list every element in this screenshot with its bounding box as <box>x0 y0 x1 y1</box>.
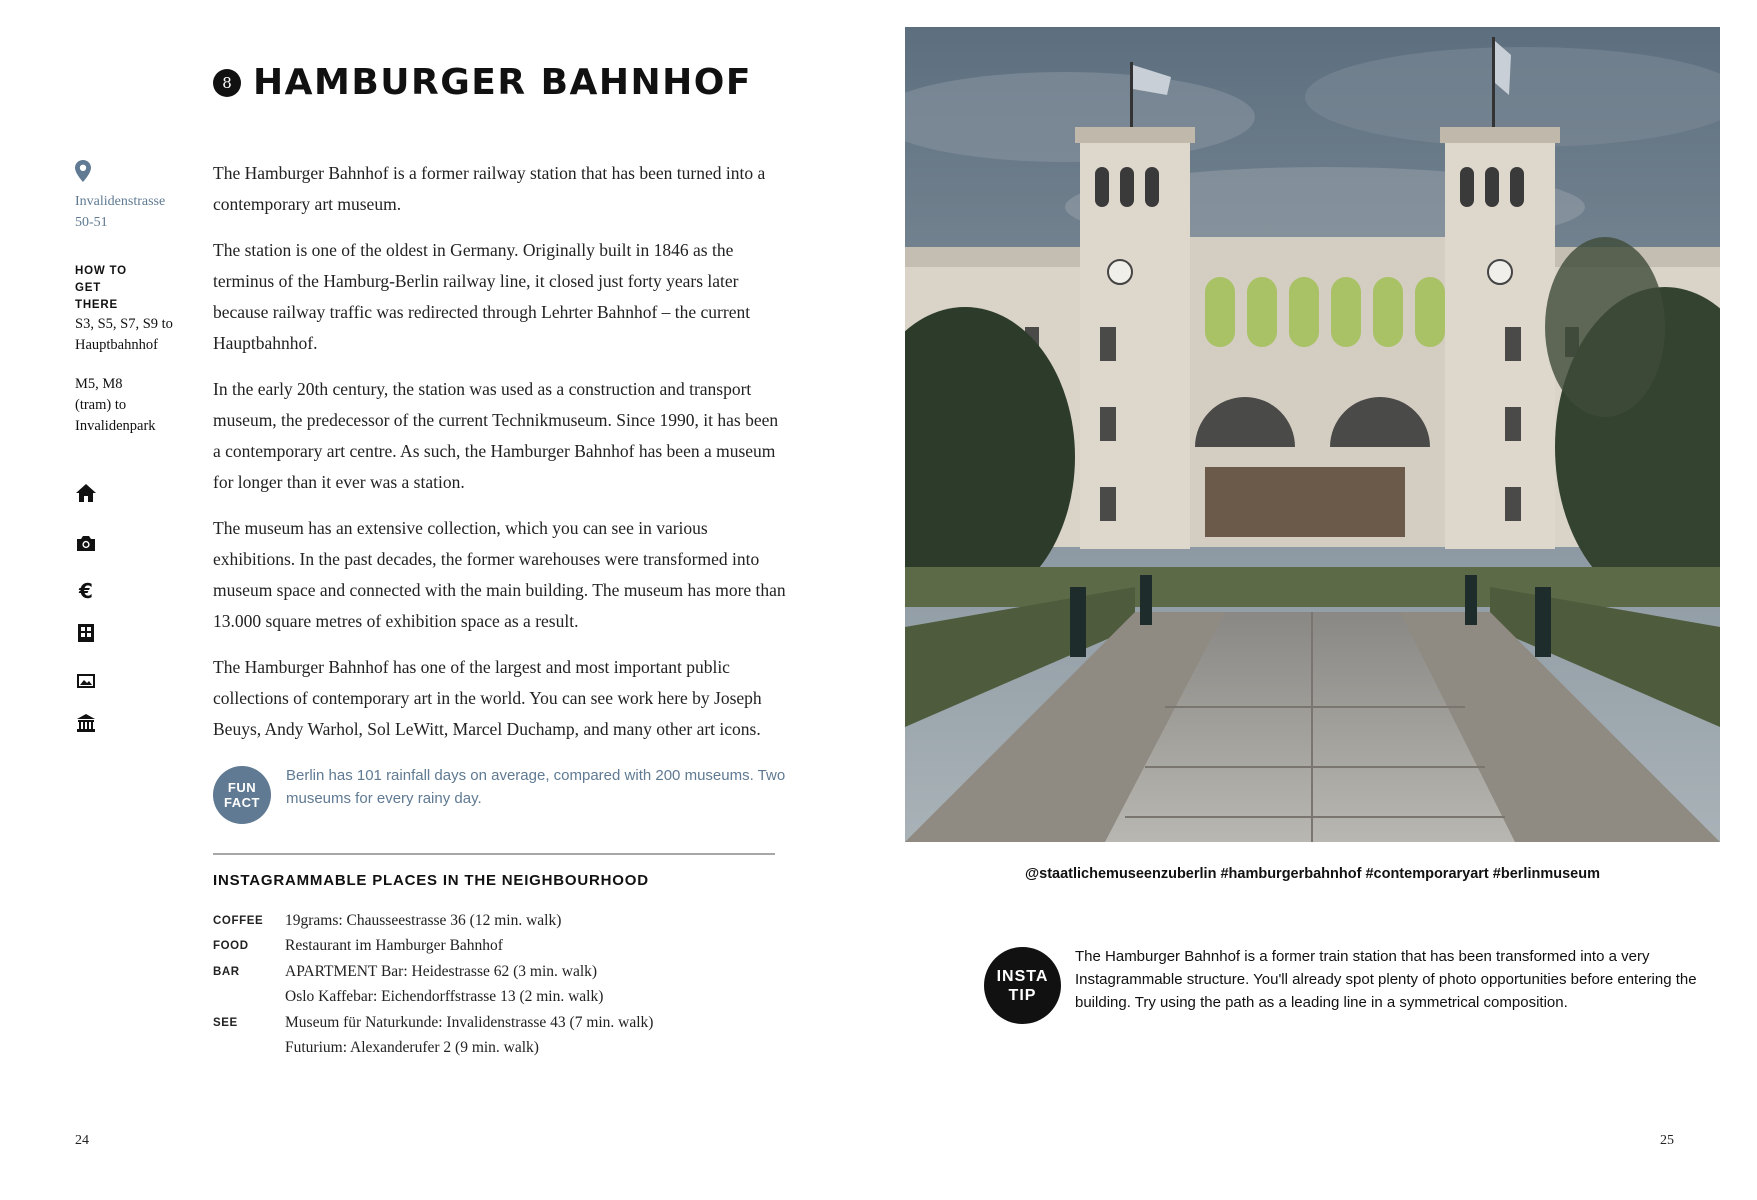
place-row <box>213 934 813 960</box>
paragraph: The station is one of the oldest in Germany. Originally built in 1846 as the terminus of the Hamburg-Berlin railway line, it closed just forty years later because railway traffic was redirected through Lehrter Bahnhof – the current Hauptbahnhof. <box>213 240 751 353</box>
location-title: HAMBURGER BAHNHOF <box>253 62 752 103</box>
badge-line: TIP <box>1008 986 1037 1004</box>
address-line: Invalidenstrasse <box>75 194 166 209</box>
place-text: Oslo Kaffebar: Eichendorffstrasse 13 (2 min. walk) <box>285 988 604 1006</box>
badge-line: INSTA <box>996 967 1049 985</box>
museum-photo <box>905 27 1720 842</box>
transport-group-train <box>75 314 195 356</box>
location-pin-icon <box>75 160 91 182</box>
transport-line: Hauptbahnhof <box>75 337 158 353</box>
insta-tip-text: The Hamburger Bahnhof is a former train station that has been transformed into a very Instagrammable structure. You'll already spot plenty of photo opportunities before entering the building. Try using the path as a leading line in a symmetrical composition. <box>1075 948 1697 1011</box>
article-body <box>213 158 788 760</box>
place-row <box>213 1036 813 1062</box>
place-row <box>213 959 813 985</box>
address-line: 50-51 <box>75 215 108 230</box>
paragraph: The Hamburger Bahnhof has one of the largest and most important public collections of contemporary art in the world. You can see work here by Joseph Beuys, Andy Warhol, Sol LeWitt, Marcel Duchamp, and many other art icons. <box>213 657 762 739</box>
fun-fact-badge <box>213 766 271 824</box>
place-category: COFFEE <box>213 914 264 927</box>
section-divider <box>213 853 775 855</box>
place-category: FOOD <box>213 940 249 953</box>
place-text: Restaurant im Hamburger Bahnhof <box>285 937 503 955</box>
transport-group-tram <box>75 374 195 437</box>
right-page <box>878 0 1757 1200</box>
paragraph: The museum has an extensive collection, which you can see in various exhibitions. In the past decades, the former warehouses were transformed into museum space and connected with the main building. The museum has more than 13.000 square metres of exhibition space as a result. <box>213 518 786 631</box>
page-title <box>213 62 752 103</box>
location-number-badge: 8 <box>213 69 241 97</box>
museum-icon <box>75 712 97 734</box>
place-text: Futurium: Alexanderufer 2 (9 min. walk) <box>285 1039 539 1057</box>
svg-text:€: € <box>79 580 93 602</box>
badge-line: FUN <box>227 780 257 795</box>
sidebar <box>75 160 195 437</box>
home-icon <box>75 482 97 504</box>
how-to-label-line: HOW TO <box>75 265 127 277</box>
badge-line: FACT <box>224 795 260 810</box>
building-icon <box>75 622 97 644</box>
place-text: Museum für Naturkunde: Invalidenstrasse 43 (7 min. walk) <box>285 1013 654 1031</box>
place-category: SEE <box>213 1016 238 1029</box>
how-to-label-line: GET THERE <box>75 282 118 311</box>
transport-line: S3, S5, S7, S9 to <box>75 316 173 332</box>
address <box>75 191 195 233</box>
place-category: BAR <box>213 965 240 978</box>
places-heading: INSTAGRAMMABLE PLACES IN THE NEIGHBOURHOOD <box>213 872 649 889</box>
page-number: 24 <box>75 1133 89 1148</box>
euro-icon <box>75 580 97 602</box>
left-page <box>0 0 878 1200</box>
page-number: 25 <box>1660 1133 1674 1148</box>
place-row <box>213 908 813 934</box>
place-text: APARTMENT Bar: Heidestrasse 62 (3 min. walk) <box>285 962 598 980</box>
transport-line: Invalidenpark <box>75 418 156 434</box>
place-row <box>213 985 813 1011</box>
insta-tip-badge <box>984 947 1061 1024</box>
paragraph: In the early 20th century, the station was used as a construction and transport museum, the predecessor of the current Technikmuseum. Since 1990, it has been a contemporary art centre. As such, the Hamburger Bahnhof has been a museum for longer than it ever was a station. <box>213 379 779 492</box>
insta-tip <box>984 947 1704 1024</box>
fun-fact <box>213 766 788 824</box>
how-to-get-there-label <box>75 263 145 314</box>
transport-line: M5, M8 <box>75 376 123 392</box>
photo-hashtags: @staatlichemuseenzuberlin #hamburgerbahnhof #contemporaryart #berlinmuseum <box>1025 866 1600 882</box>
camera-icon <box>75 532 97 554</box>
places-list <box>213 908 813 1061</box>
place-row <box>213 1010 813 1036</box>
paragraph: The Hamburger Bahnhof is a former railway station that has been turned into a contemporary art museum. <box>213 163 766 214</box>
picture-icon <box>75 670 97 692</box>
transport-line: (tram) to <box>75 397 127 413</box>
fun-fact-text: Berlin has 101 rainfall days on average, compared with 200 museums. Two museums for every rainy day. <box>286 767 786 807</box>
place-text: 19grams: Chausseestrasse 36 (12 min. walk) <box>285 911 562 929</box>
